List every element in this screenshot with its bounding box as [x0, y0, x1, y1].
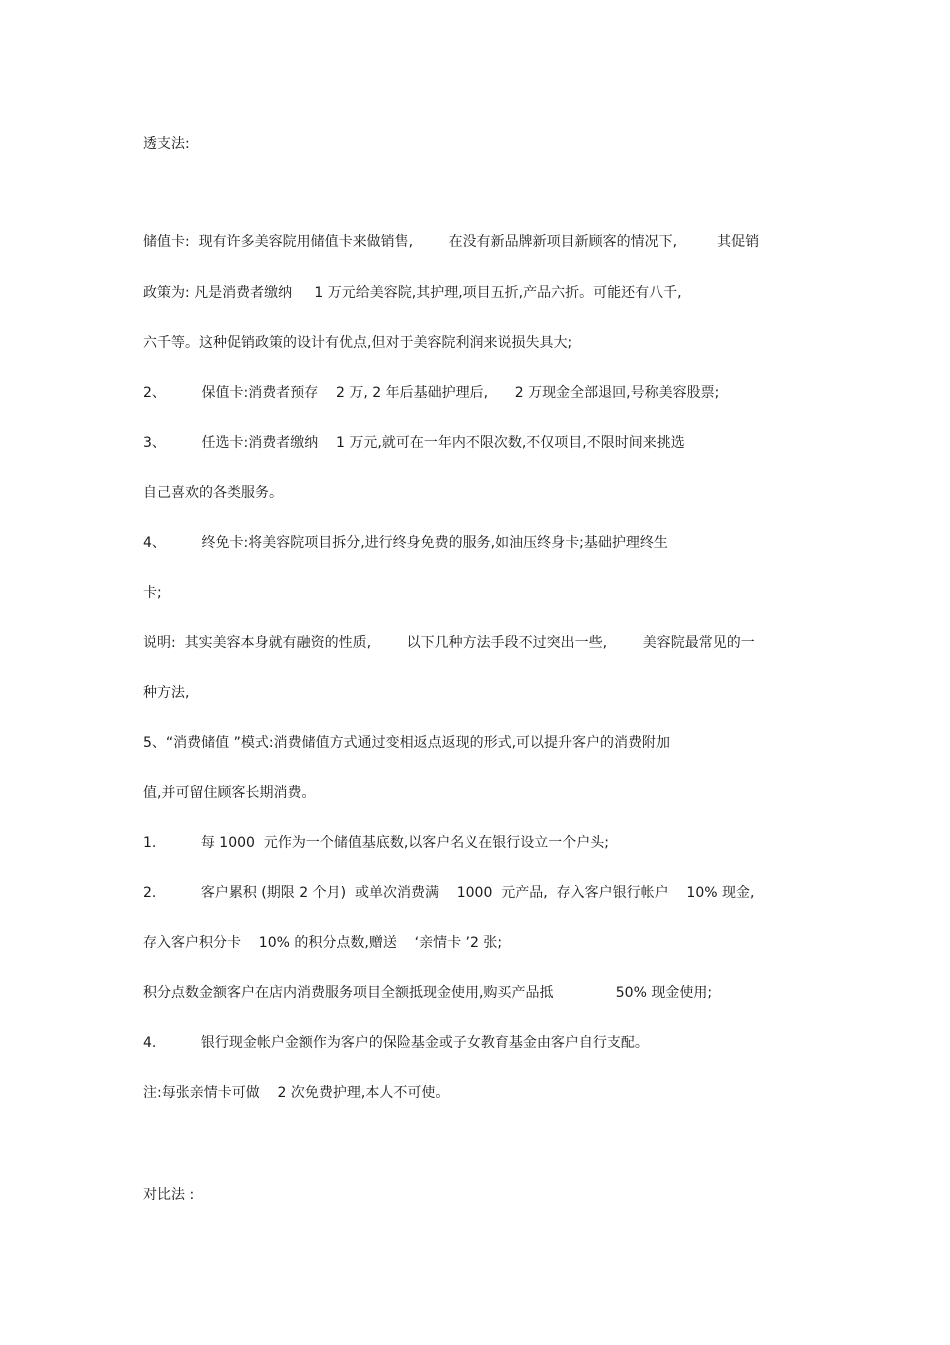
list-item-3: 3、 任选卡:消费者缴纳 1 万元,就可在一年内不限次数,不仅项目,不限时间来挑选	[143, 435, 685, 451]
list-item-4: 4、 终免卡:将美容院项目拆分,进行终身免费的服务,如油压终身卡;基础护理终生	[143, 535, 668, 551]
paragraph-line: 卡;	[143, 585, 162, 601]
paragraph-line: 积分点数金额客户在店内消费服务项目全额抵现金使用,购买产品抵 50% 现金使用;	[143, 985, 713, 1001]
note-paragraph: 说明: 其实美容本身就有融资的性质, 以下几种方法手段不过突出一些, 美容院最常见的一	[143, 635, 755, 651]
paragraph-line: 值,并可留住顾客长期消费。	[143, 785, 316, 801]
numbered-item-2: 2. 客户累积 (期限 2 个月) 或单次消费满 1000 元产品, 存入客户银行帐户 10% 现金,	[143, 885, 755, 901]
numbered-item-1: 1. 每 1000 元作为一个储值基底数,以客户名义在银行设立一个户头;	[143, 835, 610, 851]
paragraph-line: 自己喜欢的各类服务。	[143, 485, 283, 501]
paragraph-line: 六千等。这种促销政策的设计有优点,但对于美容院利润来说损失具大;	[143, 335, 573, 351]
paragraph-line: 种方法,	[143, 685, 190, 701]
section-heading-comparison: 对比法 :	[143, 1187, 195, 1203]
paragraph-line: 储值卡: 现有许多美容院用储值卡来做销售, 在没有新品牌新项目新顾客的情况下, 其促销	[143, 234, 760, 250]
footnote-line: 注:每张亲情卡可做 2 次免费护理,本人不可使。	[143, 1085, 450, 1101]
section-heading-overdraft: 透支法:	[143, 136, 190, 152]
numbered-item-4: 4. 银行现金帐户金额作为客户的保险基金或子女教育基金由客户自行支配。	[143, 1035, 649, 1051]
paragraph-line: 存入客户积分卡 10% 的积分点数,赠送 ‘亲情卡 ’2 张;	[143, 935, 503, 951]
paragraph-line: 政策为: 凡是消费者缴纳 1 万元给美容院,其护理,项目五折,产品六折。可能还有八千,	[143, 285, 682, 301]
list-item-2: 2、 保值卡:消费者预存 2 万, 2 年后基础护理后, 2 万现金全部退回,号称美容股票;	[143, 385, 720, 401]
list-item-5: 5、“消费储值 ”模式:消费储值方式通过变相返点返现的形式,可以提升客户的消费附加	[143, 735, 671, 751]
